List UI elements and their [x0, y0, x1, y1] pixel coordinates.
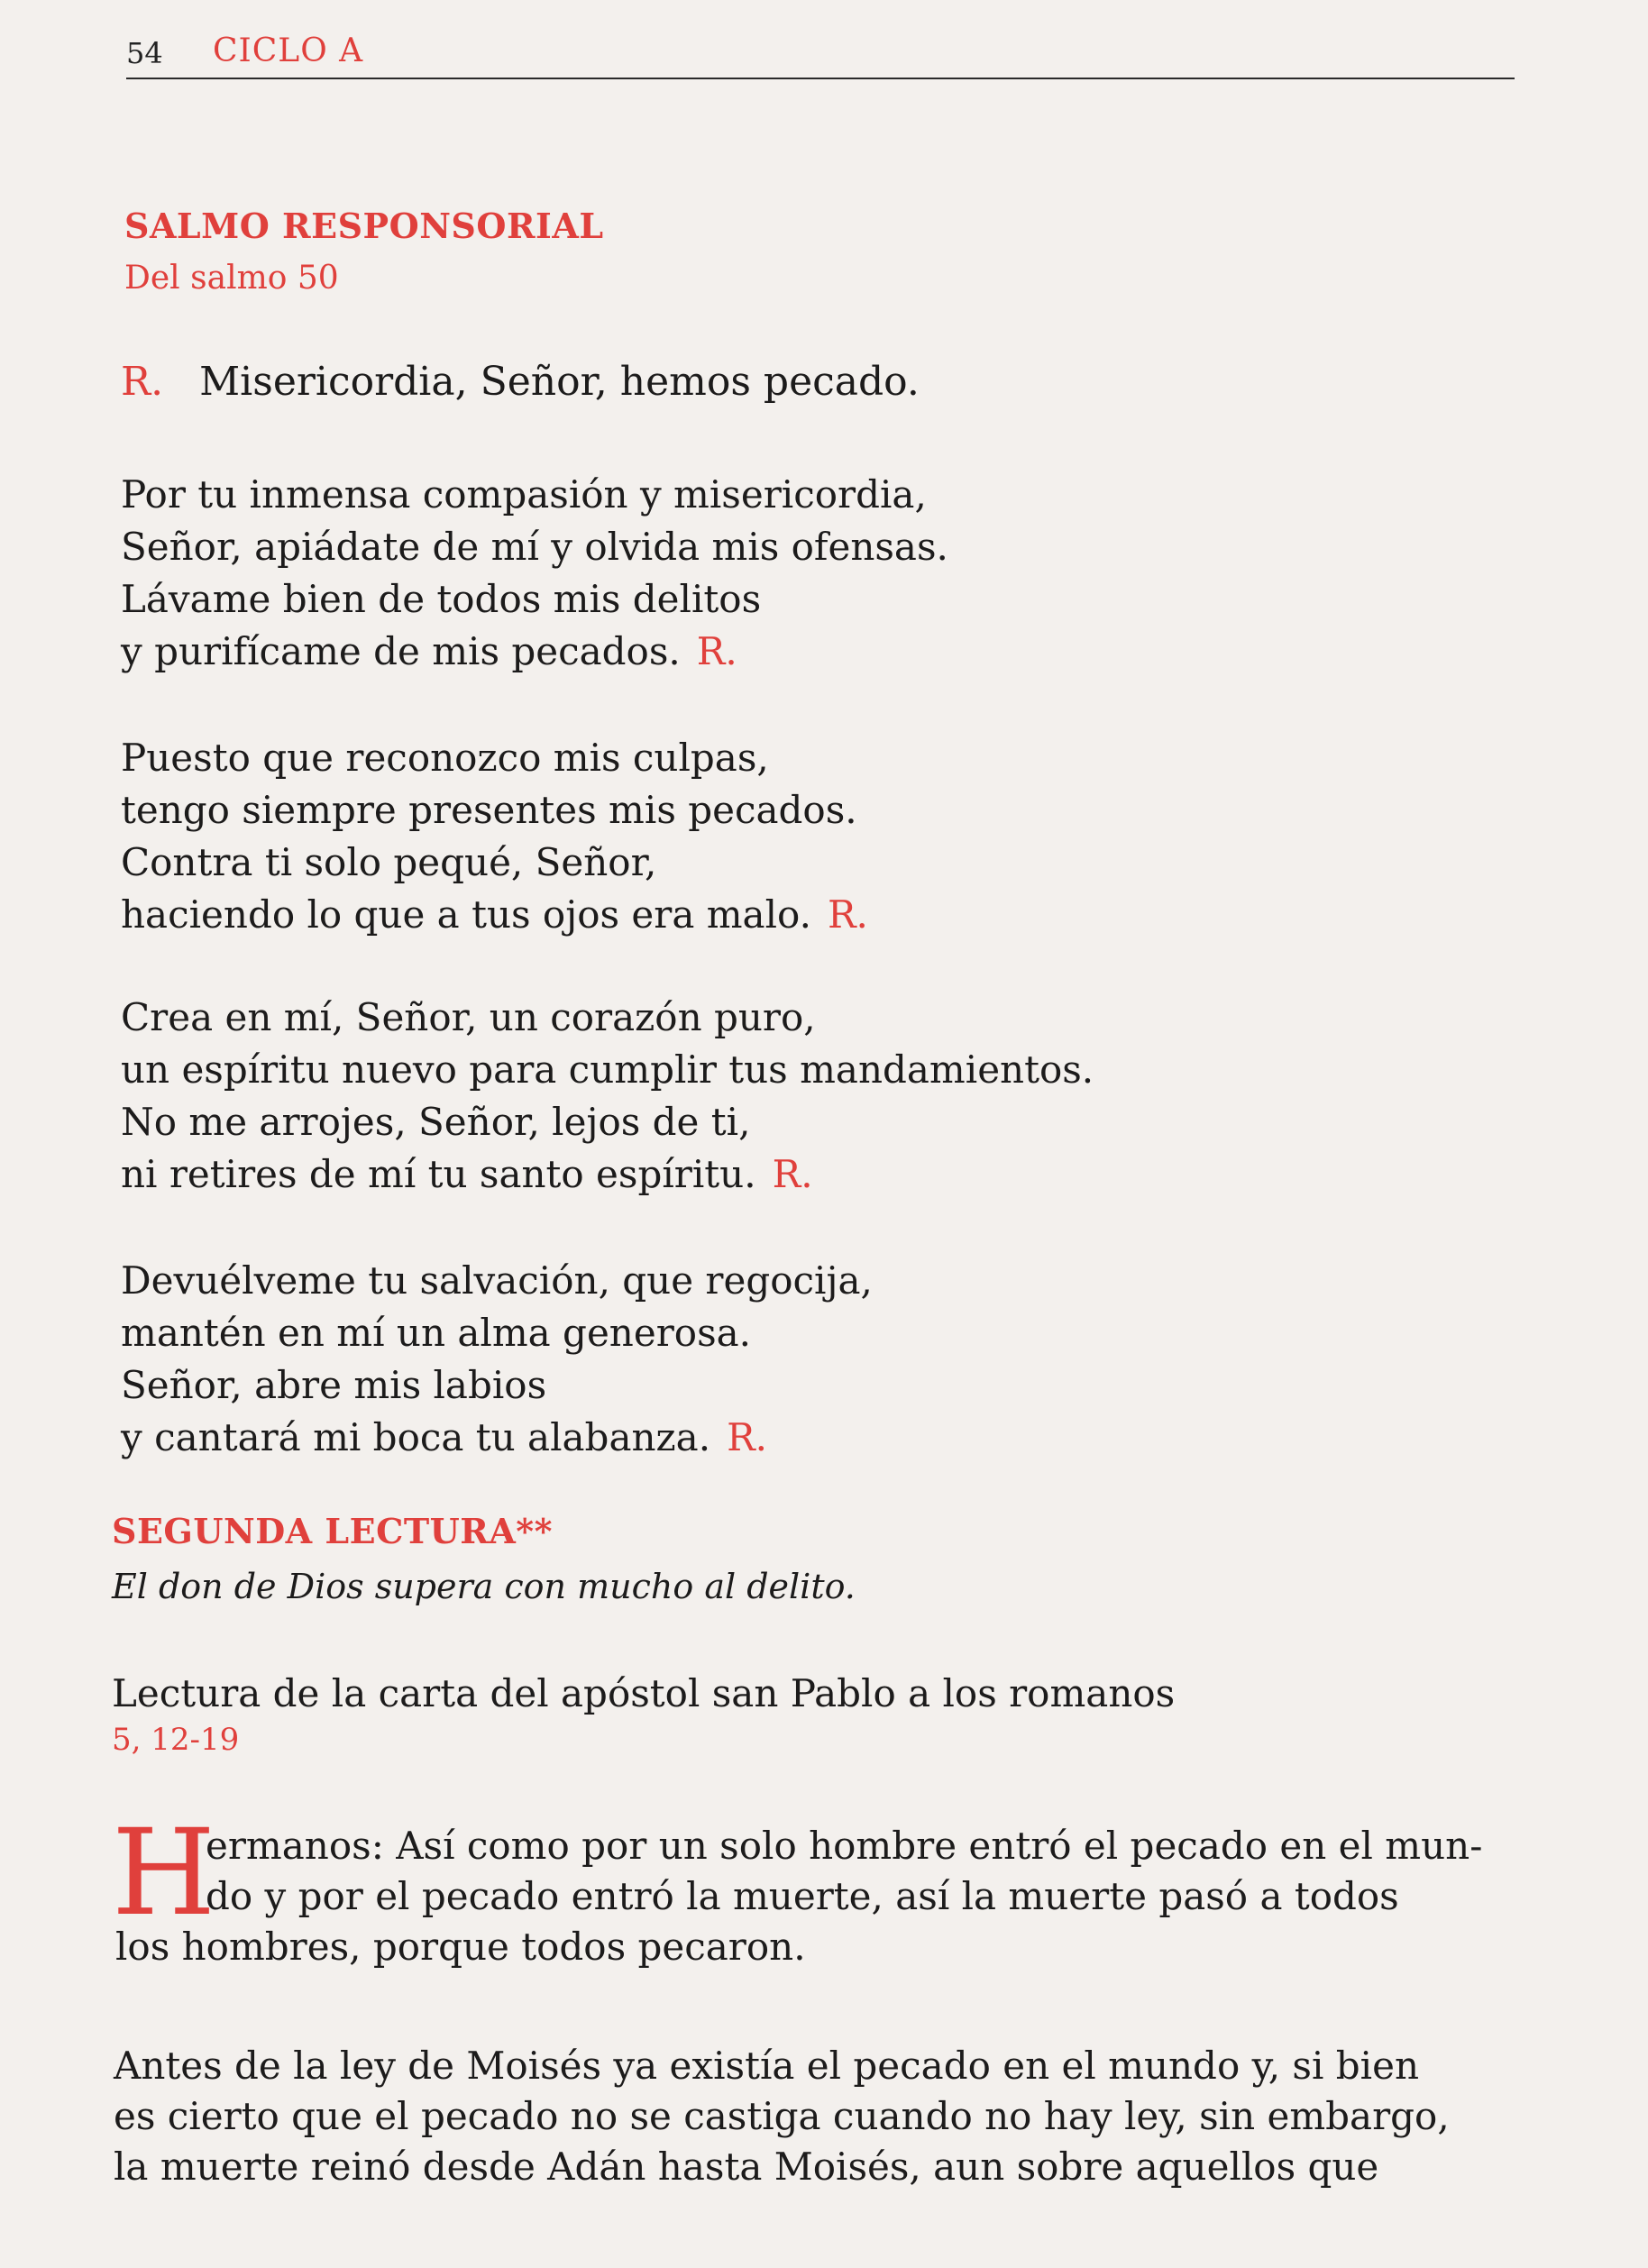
- reading-introduction: Lectura de la carta del apóstol san Pablo a los romanos: [112, 1671, 1176, 1715]
- stanza-line: Señor, apiádate de mí y olvida mis ofensas.: [121, 525, 948, 569]
- paragraph-line: Antes de la ley de Moisés ya existía el pecado en el mundo y, si bien: [114, 2044, 1419, 2088]
- stanza-line: Devuélveme tu salvación, que regocija,: [121, 1258, 873, 1303]
- stanza-line: mantén en mí un alma generosa.: [121, 1311, 752, 1355]
- stanza-line: Crea en mí, Señor, un corazón puro,: [121, 995, 816, 1039]
- stanza-line-last: y cantará mi boca tu alabanza. R.: [121, 1415, 768, 1459]
- response-marker: R.: [727, 1415, 768, 1459]
- reading-reference: 5, 12-19: [112, 1722, 240, 1758]
- stanza-line: Señor, abre mis labios: [121, 1363, 547, 1407]
- stanza-line: Puesto que reconozco mis culpas,: [121, 736, 769, 780]
- reading-paragraph-2: [114, 2041, 1450, 2192]
- stanza-line: tengo siempre presentes mis pecados.: [121, 788, 857, 832]
- stanza-line-last: haciendo lo que a tus ojos era malo. R.: [121, 892, 868, 937]
- paragraph-line: los hombres, porque todos pecaron.: [115, 1925, 806, 1969]
- psalm-stanza-1: [121, 469, 948, 678]
- second-reading-title: SEGUNDA LECTURA**: [112, 1511, 554, 1551]
- psalm-response: [121, 359, 920, 405]
- stanza-line-last: y purifícame de mis pecados. R.: [121, 629, 737, 673]
- response-text: Misericordia, Señor, hemos pecado.: [199, 359, 920, 405]
- page-number: 54: [126, 36, 163, 70]
- paragraph-line: la muerte reinó desde Adán hasta Moisés, aun sobre aquellos que: [114, 2145, 1379, 2189]
- stanza-line: No me arrojes, Señor, lejos de ti,: [121, 1100, 751, 1144]
- second-reading-subtitle: El don de Dios supera con mucho al delito.: [112, 1567, 856, 1606]
- stanza-line: Contra ti solo pequé, Señor,: [121, 840, 657, 884]
- response-marker: R.: [696, 629, 737, 673]
- response-marker: R.: [827, 892, 868, 937]
- response-marker: R.: [121, 359, 164, 405]
- psalm-stanza-4: [121, 1255, 873, 1464]
- psalm-title: SALMO RESPONSORIAL: [124, 206, 604, 246]
- stanza-line-last: ni retires de mí tu santo espíritu. R.: [121, 1152, 813, 1196]
- paragraph-line: do y por el pecado entró la muerte, así la muerte pasó a todos: [206, 1874, 1399, 1918]
- psalm-stanza-2: [121, 732, 868, 941]
- stanza-line: Lávame bien de todos mis delitos: [121, 577, 762, 621]
- page-header: [126, 32, 1515, 79]
- stanza-line: Por tu inmensa compasión y misericordia,: [121, 472, 927, 517]
- reading-paragraph-1: [115, 1821, 1509, 1972]
- paragraph-line: ermanos: Así como por un solo hombre entró el pecado en el mun-: [206, 1824, 1483, 1868]
- response-marker: R.: [772, 1152, 813, 1196]
- cycle-label: CICLO A: [213, 32, 364, 69]
- psalm-stanza-3: [121, 992, 1094, 1201]
- stanza-line: un espíritu nuevo para cumplir tus mandamientos.: [121, 1047, 1094, 1092]
- paragraph-line: es cierto que el pecado no se castiga cuando no hay ley, sin embargo,: [114, 2094, 1450, 2138]
- drop-cap: H: [112, 1804, 216, 1943]
- psalm-source: Del salmo 50: [124, 260, 339, 297]
